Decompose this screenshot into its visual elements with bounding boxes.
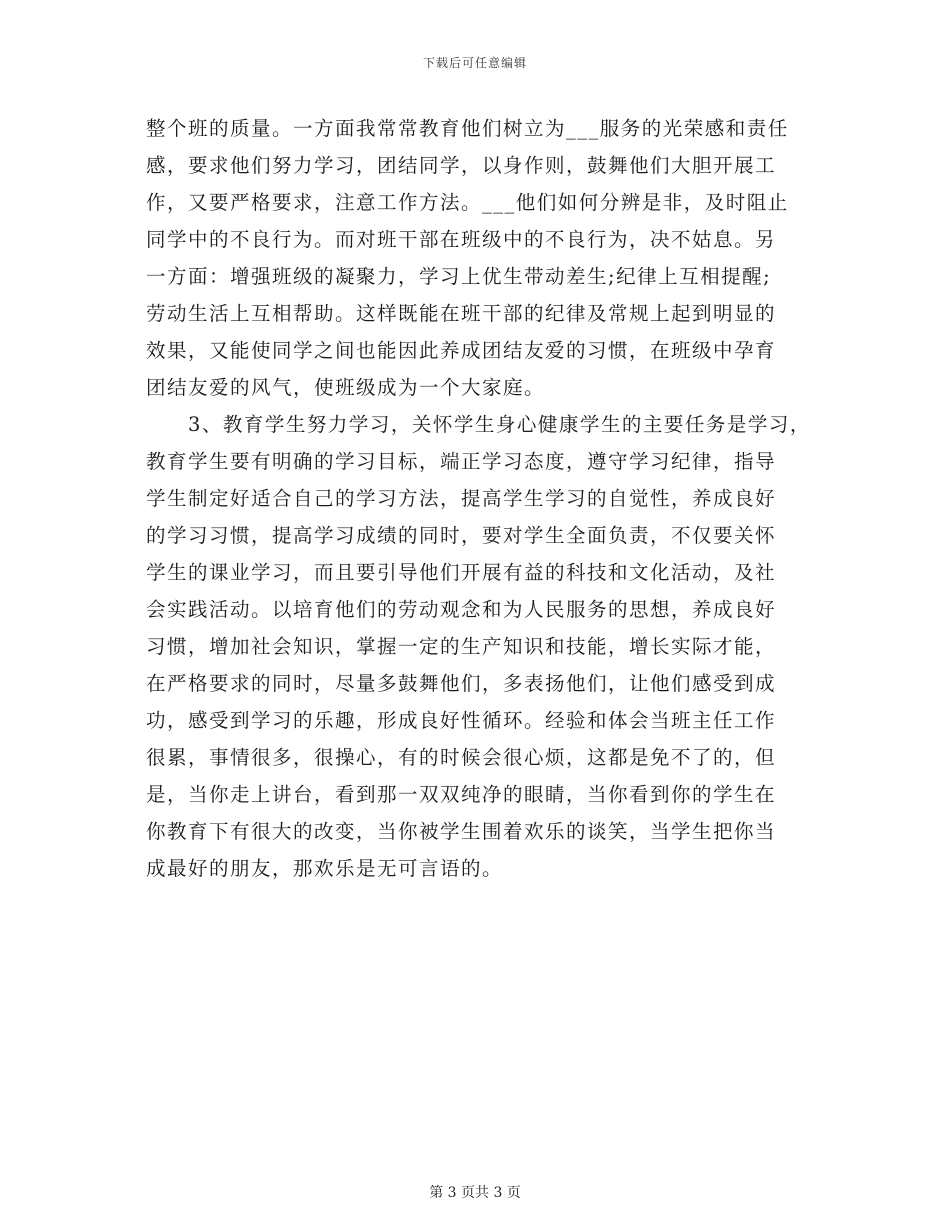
- text-line: 作，又要严格要求，注意工作方法。___他们如何分辨是非，及时阻止: [146, 191, 789, 214]
- text-line: 一方面：增强班级的凝聚力，学习上优生带动差生;纪律上互相提醒;: [146, 265, 772, 288]
- text-line: 感，要求他们努力学习，团结同学，以身作则，鼓舞他们大胆开展工: [146, 154, 777, 177]
- text-line: 功，感受到学习的乐趣，形成良好性循环。经验和体会当班主任工作: [146, 709, 777, 732]
- text-line: 你教育下有很大的改变，当你被学生围着欢乐的谈笑，当学生把你当: [146, 820, 777, 843]
- text-line: 整个班的质量。一方面我常常教育他们树立为___服务的光荣感和责任: [146, 117, 789, 140]
- text-line: 教育学生要有明确的学习目标，端正学习态度，遵守学习纪律，指导: [146, 450, 777, 473]
- text-line: 习惯，增加社会知识，掌握一定的生产知识和技能，增长实际才能，: [146, 635, 777, 658]
- text-line: 效果，又能使同学之间也能因此养成团结友爱的习惯，在班级中孕育: [146, 339, 777, 362]
- text-line: 会实践活动。以培育他们的劳动观念和为人民服务的思想，养成良好: [146, 598, 777, 621]
- text-line: 学生制定好适合自己的学习方法，提高学生学习的自觉性，养成良好: [146, 487, 777, 510]
- text-line: 成最好的朋友，那欢乐是无可言语的。: [146, 857, 504, 880]
- text-line: 劳动生活上互相帮助。这样既能在班干部的纪律及常规上起到明显的: [146, 302, 777, 325]
- text-line: 学生的课业学习，而且要引导他们开展有益的科技和文化活动，及社: [146, 561, 777, 584]
- text-line: 很累，事情很多，很操心，有的时候会很心烦，这都是免不了的，但: [146, 746, 777, 769]
- page-number: 第 3 页共 3 页: [429, 1185, 521, 1201]
- text-line: 是，当你走上讲台，看到那一双双纯净的眼睛，当你看到你的学生在: [146, 783, 777, 806]
- text-line: 同学中的不良行为。而对班干部在班级中的不良行为，决不姑息。另: [146, 228, 777, 251]
- text-line: 团结友爱的风气，使班级成为一个大家庭。: [146, 376, 546, 399]
- page-header: 下载后可任意编辑: [422, 56, 527, 70]
- paragraph-start-line: 3、教育学生努力学习，关怀学生身心健康学生的主要任务是学习，: [188, 413, 811, 436]
- text-line: 在严格要求的同时，尽量多鼓舞他们，多表扬他们，让他们感受到成: [146, 672, 777, 695]
- text-line: 的学习习惯，提高学习成绩的同时，要对学生全面负责，不仅要关怀: [146, 524, 777, 547]
- document-body: [146, 110, 846, 887]
